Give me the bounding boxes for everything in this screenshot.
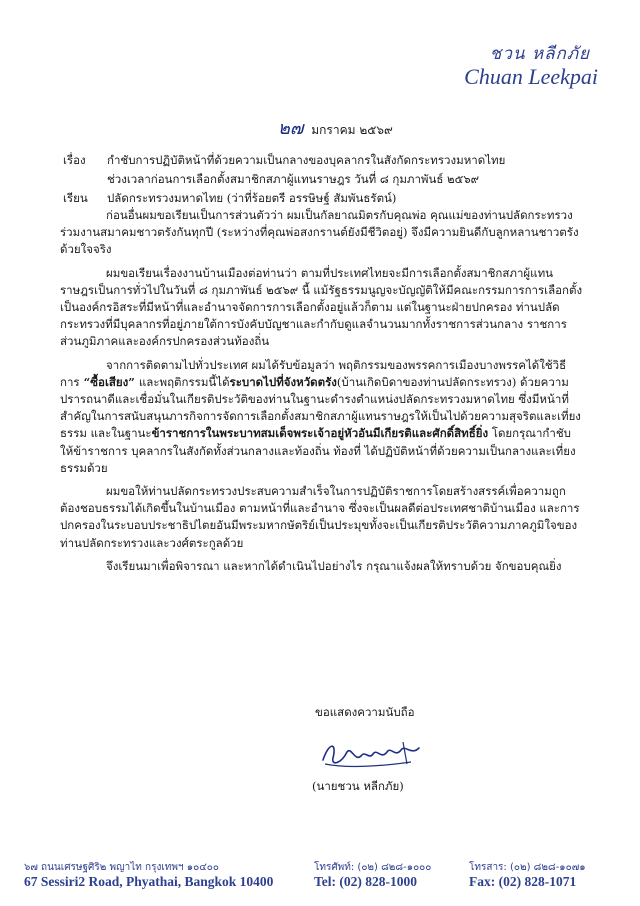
footer-thai-address: ๖๗ ถนนเศรษฐศิริ๒ พญาไท กรุงเทพฯ ๑๐๔๐๐ xyxy=(24,862,219,873)
p3-part-e: (บ้านเกิดบิดาของท่านปลัดกระทรวง) ด้วยความปรารถนาดีและเชื่อมั่นในเกียรติประวัติของท่านในฐานะดำรงตำแหน่งปลัดกระทรวงมหาดไทย ซึ่งมีหน้าที่สำคัญในการสนับสนุนภารกิจการจัดการเลือกตั้งสมาชิกสภาผู้แทนราษฎรให้เป็นไปด้วยความสุจริตและเที่ยงธรรม และในฐานะ xyxy=(60,374,581,441)
handwritten-signature xyxy=(315,734,435,774)
footer-thai-fax: โทรสาร: (๐๒) ๘๒๘-๑๐๗๑ xyxy=(469,862,586,873)
footer-en-address: 67 Sessiri2 Road, Phyathai, Bangkok 10400 xyxy=(24,874,274,889)
subject-line-1 xyxy=(63,152,505,170)
subject-text-1: กำชับการปฏิบัติหน้าที่ด้วยความเป็นกลางของบุคลากรในสังกัดกระทรวงมหาดไทย xyxy=(107,153,506,167)
subject-text-2: ช่วงเวลาก่อนการเลือกตั้งสมาชิกสภาผู้แทนราษฎร วันที่ ๘ กุมภาพันธ์ ๒๕๖๙ xyxy=(107,172,480,186)
footer-en-tel: Tel: (02) 828-1000 xyxy=(314,874,417,889)
letter-date xyxy=(278,113,393,142)
paragraph-5: จึงเรียนมาเพื่อพิจารณา และหากได้ดำเนินไปอย่างไร กรุณาแจ้งผลให้ทราบด้วย จักขอบคุณยิ่ง xyxy=(106,558,562,573)
letter-body xyxy=(60,207,583,581)
closing-phrase: ขอแสดงความนับถือ xyxy=(315,705,415,719)
letterhead-thai-name: ชวน หลีกภัย xyxy=(489,44,590,64)
signer-name: (นายชวน หลีกภัย) xyxy=(312,779,404,793)
p3-royal-servant-emphasis: ข้าราชการในพระบาทสมเด็จพระเจ้าอยู่หัวอันมีเกียรติและศักดิ์สิทธิ์ยิ่ง xyxy=(151,426,489,441)
paragraph-3 xyxy=(60,357,583,477)
p3-part-g: โดยกรุณากำชับให้ข้าราชการ บุคลากรในสังกัดทั้งส่วนกลางและท้องถิ่น ท้องที่ ได้ปฏิบัติหน้าที่ด้วยความเป็นกลางและเที่ยงธรรมด้วย xyxy=(60,426,576,475)
paragraph-4: ผมขอให้ท่านปลัดกระทรวงประสบความสำเร็จในการปฏิบัติราชการโดยสร้างสรรค์เพื่อความถูกต้องชอบธรรมได้เกิดขึ้นในบ้านเมือง ตามหน้าที่และอำนาจ ซึ่งจะเป็นผลดีต่อประเทศชาติบ้านเมือง และการปกครองในระบอบประชาธิปไตยอันมีพระมหากษัตริย์เป็นประมุขทั้งจะเป็นเกียรติประวัติความภาคภูมิใจของท่านปลัดกระทรวงและวงศ์ตระกูลด้วย xyxy=(60,484,580,550)
letterhead-english-name: Chuan Leekpai xyxy=(464,64,598,89)
date-month-year: มกราคม ๒๕๖๙ xyxy=(311,123,393,137)
paragraph-2: ผมขอเรียนเรื่องงานบ้านเมืองต่อท่านว่า ตามที่ประเทศไทยจะมีการเลือกตั้งสมาชิกสภาผู้แทนราษฎรเป็นการทั่วไปในวันที่ ๘ กุมภาพันธ์ ๒๕๖๙ นี้ แม้รัฐธรรมนูญจะบัญญัติให้มีคณะกรรมการการเลือกตั้งเป็นองค์กรอิสระที่มีหน้าที่และอำนาจจัดการการเลือกตั้งอยู่แล้วก็ตาม แต่ในฐานะฝ่ายปกครอง ท่านปลัดกระทรวงที่มีบุคลากรที่อยู่ภายใต้การบังคับบัญชาและกำกับดูแลจำนวนมากทั้งราชการส่วนกลาง ราชการส่วนภูมิภาคและองค์กรปกครองส่วนท้องถิ่น xyxy=(60,265,583,349)
p3-part-a: จากการติดตามไปทั่วประเทศ ผมได้รับข้อมูลว่า พฤติกรรมของพรรคการเมืองบางพรรคได้ใช้วิธีการ xyxy=(60,357,567,389)
recipient-label: เรียน xyxy=(63,191,88,205)
p3-trang-emphasis: ระบาดไปที่จังหวัดตรัง xyxy=(229,374,337,389)
date-day-handwritten: ๒๗ xyxy=(278,118,304,139)
subject-line-2 xyxy=(63,171,479,189)
recipient-line xyxy=(63,190,396,208)
recipient-text: ปลัดกระทรวงมหาดไทย (ว่าที่ร้อยตรี อรรษิษฐ์ สัมพันธรัตน์) xyxy=(107,191,397,205)
p3-vote-buying-quote: “ซื้อเสียง” xyxy=(79,374,139,389)
subject-label: เรื่อง xyxy=(63,153,86,167)
footer-en-fax: Fax: (02) 828-1071 xyxy=(469,874,577,889)
paragraph-1: ก่อนอื่นผมขอเรียนเป็นการส่วนตัวว่า ผมเป็นกัลยาณมิตรกับคุณพ่อ คุณแม่ของท่านปลัดกระทรวง ร่วมงานสมาคมชาวตรังกันทุกปี (ระหว่างที่คุณพ่อสงกรานต์ยังมีชีวิตอยู่) จึงมีความยินดีกับลูกหลานชาวตรังด้วยใจจริง xyxy=(60,208,579,257)
footer-thai-tel: โทรศัพท์: (๐๒) ๘๒๘-๑๐๐๐ xyxy=(314,862,432,873)
p3-part-c: และพฤติกรรมนี้ได้ xyxy=(138,374,230,389)
